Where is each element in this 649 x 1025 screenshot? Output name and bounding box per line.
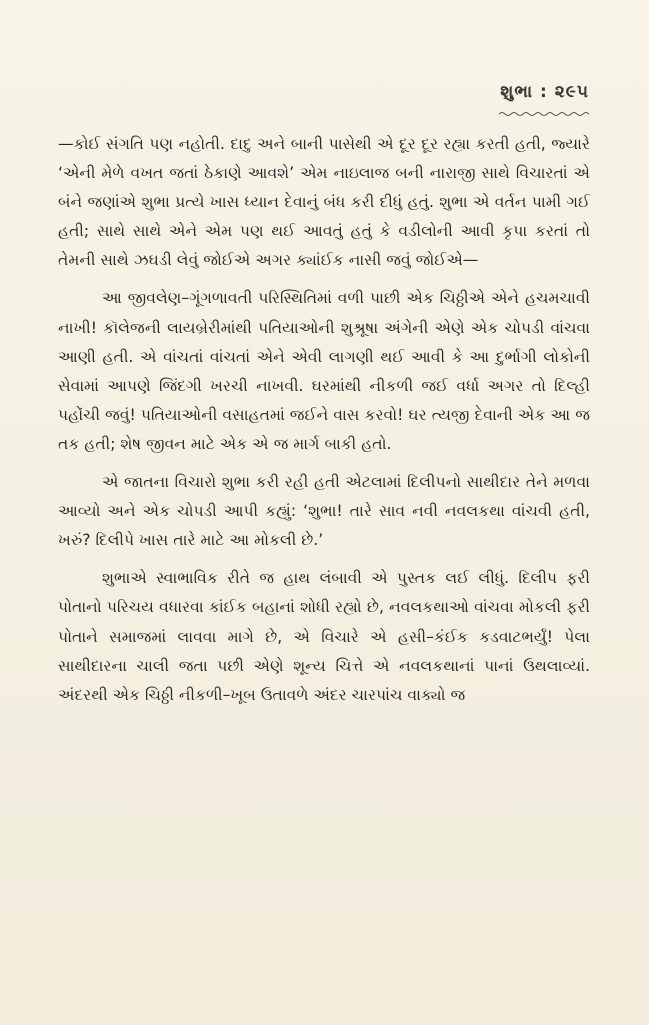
wavy-rule-ornament (499, 111, 589, 117)
paragraph: શુભાએ સ્વાભાવિક રીતે જ હાથ લંબાવી એ પુસ્તક લઈ લીધું. દિલીપ ફરી પોતાનો પરિચય વધારવા કાંઈક બહાનાં શોધી રહ્યો છે, નવલકથાઓ વાંચવા મોકલી ફરી પોતાને સમાજમાં લાવવા માગે છે, એ વિચારે એ હસી–કંઈક કડવાટભર્યું! પેલા સાથીદારના ચાલી જતા પછી એણે શૂન્ય ચિત્તે એ નવલકથાનાં પાનાં ઉથલાવ્યાં. અંદરથી એક ચિઠ્ઠી નીકળી–ખૂબ ઉતાવળે અંદર ચારપાંચ વાક્યો જ (58, 569, 590, 704)
running-head (499, 82, 589, 121)
running-head-text: શુભા : ૨૯૫ (500, 82, 589, 102)
paragraph: આ જીવલેણ–ગૂંગળાવતી પરિસ્થિતિમાં વળી પાછી એક ચિઠ્ઠીએ એને હચમચાવી નાખી! કૉલેજની લાયબ્રેરીમાંથી પતિયાઓની શુશ્રૂષા અંગેની એણે એક ચોપડી વાંચવા આણી હતી. એ વાંચતાં વાંચતાં એને એવી લાગણી થઈ આવી કે આ દુર્ભાગી લોકોની સેવામાં આપણે જિંદગી ખરચી નાખવી. ઘરમાંથી નીકળી જઈ વર્ધા અગર તો દિલ્હી પહોંચી જવું! પતિયાઓની વસાહતમાં જઈને વાસ કરવો! ઘર ત્યજી દેવાની એક આ જ તક હતી; શેષ જીવન માટે એક એ જ માર્ગ બાકી હતો. (58, 289, 590, 453)
paragraph: —કોઈ સંગતિ પણ નહોતી. દાદુ અને બાની પાસેથી એ દૂર દૂર રહ્યા કરતી હતી, જ્યારે ‘એની મેળે વખત જતાં ઠેકાણે આવશે’ એમ નાઇલાજ બની નારાજી સાથે વિચારતાં એ બંને જણાંએ શુભા પ્રત્યે ખાસ ધ્યાન દેવાનું બંધ કરી દીધું હતું. શુભા એ વર્તન પામી ગઈ હતી; સાથે સાથે એને એમ પણ થઈ આવતું હતું કે વડીલોની આવી કૃપા કરતાં તો તેમની સાથે ઝઘડી લેવું જોઈએ અગર ક્યાંઈક નાસી જવું જોઈએ— (58, 135, 590, 270)
body-text (58, 130, 590, 710)
paragraph: એ જાતના વિચારો શુભા કરી રહી હતી એટલામાં દિલીપનો સાથીદાર તેને મળવા આવ્યો અને એક ચોપડી આપી કહ્યું: ‘શુભા! તારે સાવ નવી નવલકથા વાંચવી હતી, ખરું? દિલીપે ખાસ તારે માટે આ મોકલી છે.’ (58, 473, 590, 550)
